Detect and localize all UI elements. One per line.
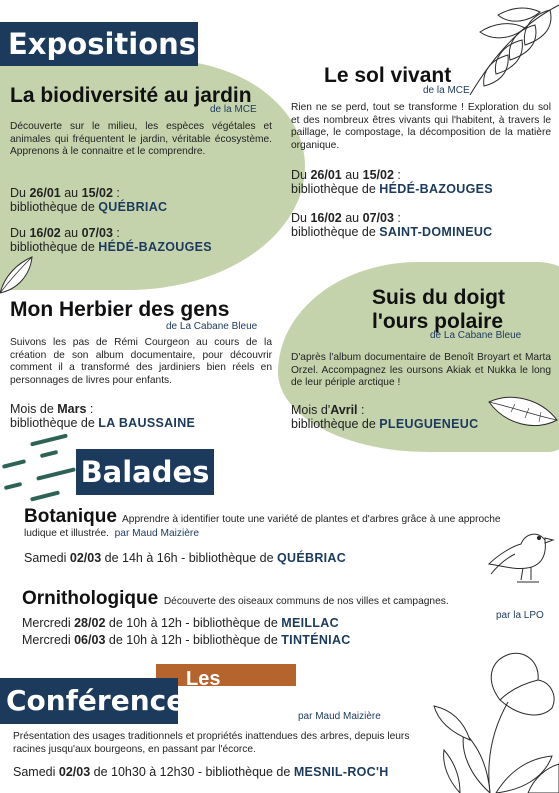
place-name: TINTÉNIAC — [281, 633, 351, 647]
expo3-author: de La Cabane Bleue — [166, 321, 258, 332]
balade1-author: par Maud Maizière — [114, 528, 199, 539]
expo2-author: de la MCE — [423, 85, 470, 96]
place-name: QUÉBRIAC — [277, 551, 347, 565]
balade1-date: Samedi 02/03 de 14h à 16h - bibliothèque de QUÉBRIAC — [24, 551, 347, 565]
balade2-title: Ornithologique — [22, 588, 159, 609]
balade2 — [22, 589, 532, 612]
place-name: HÉDÉ-BAZOUGES — [98, 240, 212, 254]
balade2-description: Découverte des oiseaux communs de nos villes et campagnes. — [163, 596, 449, 607]
place-name: MEILLAC — [281, 616, 339, 630]
place-name: HÉDÉ-BAZOUGES — [379, 182, 493, 196]
decorative-dash — [4, 482, 22, 490]
expo1-date-2: Du 16/02 au 07/03 : bibliothèque de HÉDÉ-BAZOUGES — [10, 226, 212, 254]
decorative-dash — [40, 450, 58, 458]
balade2-date-1: Mercredi 28/02 de 10h à 12h - bibliothèque de MEILLAC — [22, 616, 339, 630]
expo1-description: Découverte sur le milieu, les espèces végétales et animales qui fréquentent le jardin, véritable écosystème. Apprenons à le connaitre et le comprendre. — [10, 121, 272, 158]
decorative-dash — [36, 467, 76, 481]
balade1-title: Botanique — [24, 506, 117, 527]
expo2-date-2: Du 16/02 au 07/03 : bibliothèque de SAINT-DOMINEUC — [291, 211, 493, 239]
decorative-dash — [30, 490, 60, 501]
flower-icon — [430, 640, 559, 793]
section-header-conference: Conférence — [0, 678, 178, 724]
expo4-description: D'après l'album documentaire de Benoît Broyart et Marta Orzel. Accompagnez les oursons Akiak et Nukka le long de leur périple arctique ! — [291, 352, 551, 389]
decorative-dash — [2, 459, 26, 469]
expo3-date: Mois de Mars : bibliothèque de LA BAUSSAINE — [10, 402, 196, 430]
section-header-expositions: Expositions — [0, 22, 198, 66]
place-name: QUÉBRIAC — [98, 200, 168, 214]
conf-author: par Maud Maizière — [298, 711, 381, 722]
section-header-balades: Balades — [76, 449, 214, 495]
place-name: SAINT-DOMINEUC — [379, 225, 493, 239]
place-name: MESNIL-ROC'H — [293, 765, 389, 779]
expo4-author: de La Cabane Bleue — [430, 330, 522, 341]
balade2-date-2: Mercredi 06/03 de 10h à 12h - bibliothèque de TINTÉNIAC — [22, 633, 351, 647]
expo2-date-1: Du 26/01 au 15/02 : bibliothèque de HÉDÉ-BAZOUGES — [291, 168, 493, 196]
expo4-title: Suis du doigt l'ours polaire — [372, 286, 505, 333]
expo4-date: Mois d'Avril : bibliothèque de PLEUGUENEUC — [291, 403, 479, 431]
place-name: LA BAUSSAINE — [98, 416, 196, 430]
expo3-description: Suivons les pas de Rémi Courgeon au cours de la création de son album documentaire, pour découvrir comment il a transformé des jardiniers bien réels en personnages de livres pour enfants. — [10, 337, 272, 386]
conf-description: Présentation des usages traditionnels et propriétés inattendues des arbres, depuis leurs racines jusqu'aux bourgeons, en passant par l'écorce. — [13, 731, 410, 755]
balade1-description: Apprendre à identifier toute une variété de plantes et d'arbres grâce à une approche ludique et illustrée. — [24, 514, 501, 539]
decorative-dash — [30, 433, 68, 446]
hidden-banner-text: Les — [186, 668, 221, 686]
expo2-description: Rien ne se perd, tout se transforme ! Exploration du sol et des nombreux êtres vivants qui l'habitent, à travers le paillage, le compostage, la décomposition de la matière organique. — [291, 102, 551, 151]
balade2-author: par la LPO — [496, 610, 544, 621]
expo1-title: La biodiversité au jardin — [10, 84, 252, 107]
conf-date: Samedi 02/03 de 10h30 à 12h30 - bibliothèque de MESNIL-ROC'H — [13, 765, 389, 779]
balade1 — [24, 506, 529, 541]
expo1-date-1: Du 26/01 au 15/02 : bibliothèque de QUÉBRIAC — [10, 186, 168, 214]
expo2-title: Le sol vivant — [324, 64, 452, 87]
expo3-title: Mon Herbier des gens — [10, 298, 230, 321]
leaf-icon — [0, 255, 34, 295]
expo1-author: de la MCE — [210, 104, 257, 115]
place-name: PLEUGUENEUC — [379, 417, 479, 431]
